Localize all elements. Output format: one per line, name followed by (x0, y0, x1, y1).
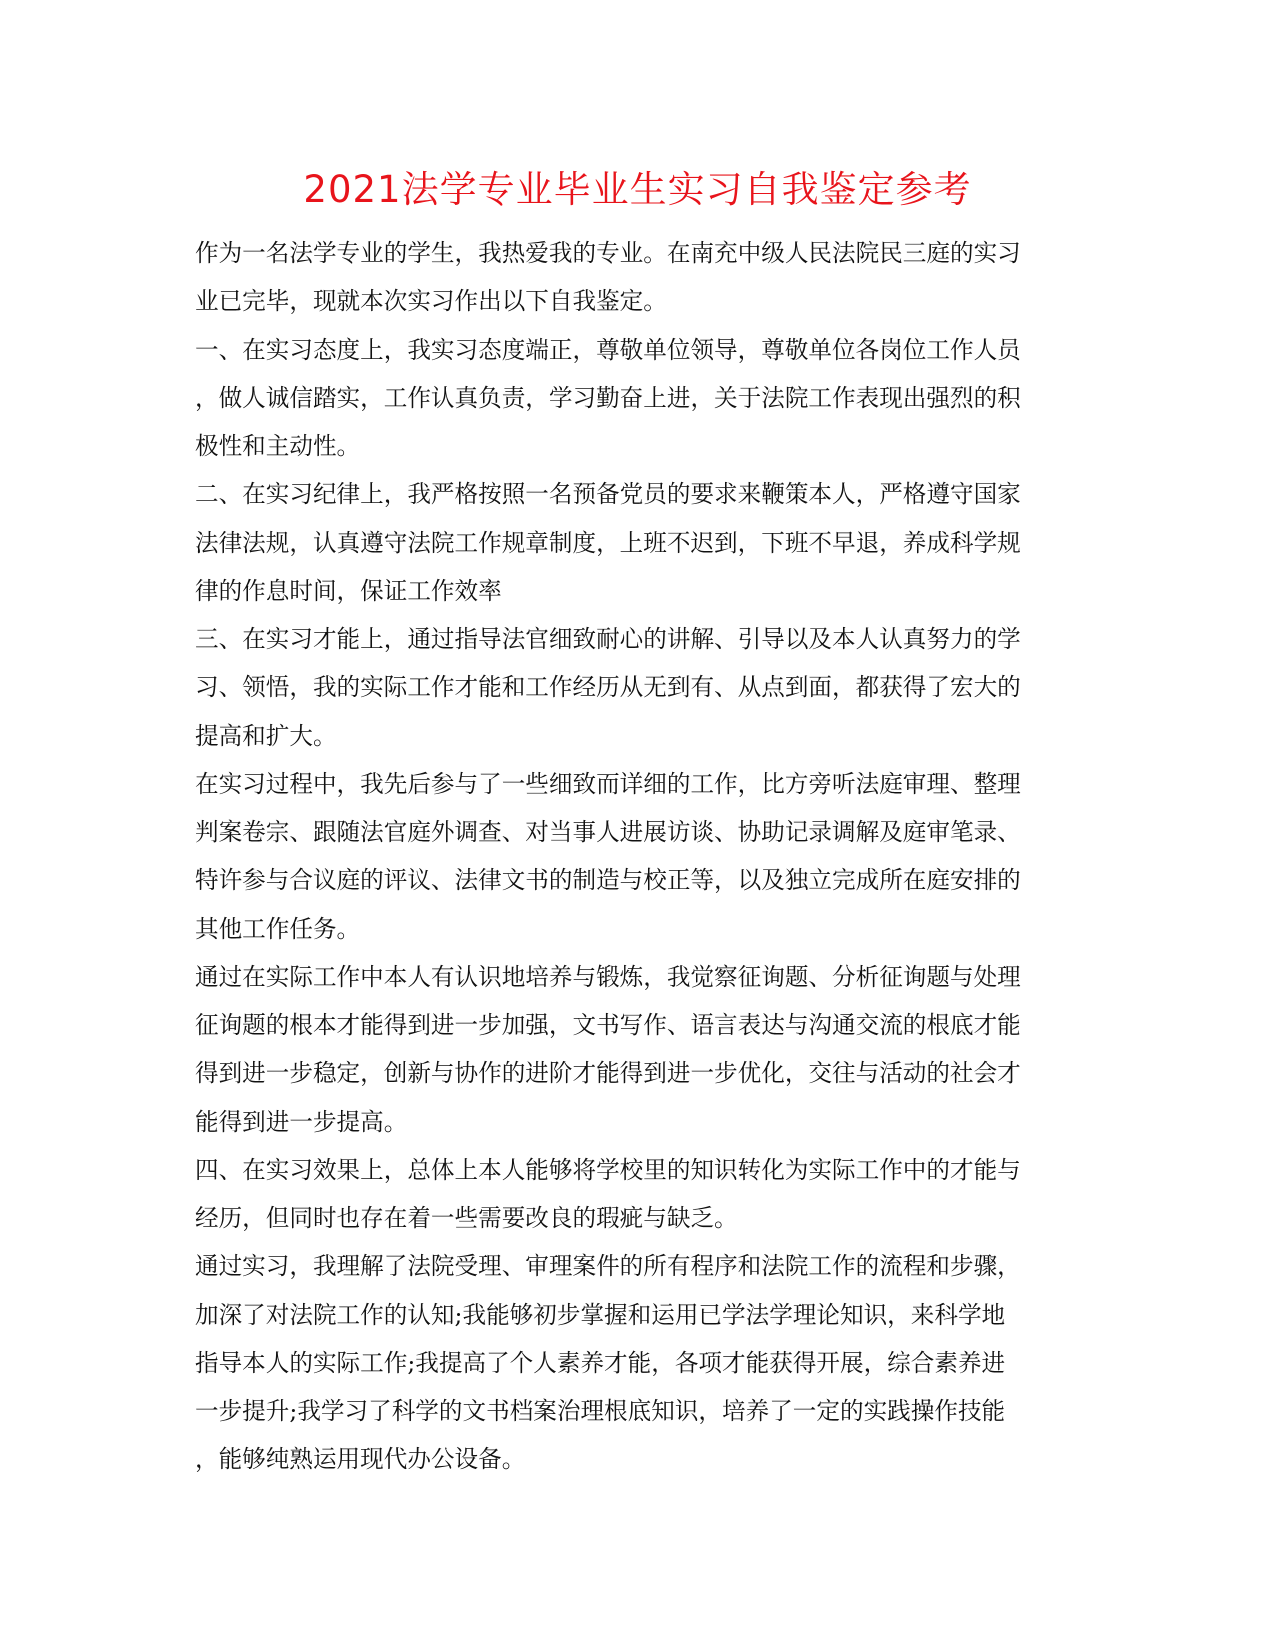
body-line: 一、在实习态度上，我实习态度端正，尊敬单位领导，尊敬单位各岗位工作人员 (195, 335, 1021, 364)
body-line: 通过实习，我理解了法院受理、审理案件的所有程序和法院工作的流程和步骤， (195, 1252, 1021, 1281)
body-line: 指导本人的实际工作;我提高了个人素养才能，各项才能获得开展，综合素养进 (195, 1348, 1006, 1377)
body-line: 经历，但同时也存在着一些需要改良的瑕疵与缺乏。 (195, 1204, 738, 1232)
body-line: 判案卷宗、跟随法官庭外调查、对当事人进展访谈、协助记录调解及庭审笔录、 (195, 818, 1021, 846)
document-title: 2021法学专业毕业生实习自我鉴定参考 (303, 168, 972, 211)
body-line: ，能够纯熟运用现代办公设备。 (195, 1445, 526, 1474)
body-line: 习、领悟，我的实际工作才能和工作经历从无到有、从点到面，都获得了宏大的 (195, 673, 1021, 702)
body-line: 二、在实习纪律上，我严格按照一名预备党员的要求来鞭策本人，严格遵守国家 (195, 480, 1021, 509)
body-line: 特许参与合议庭的评议、法律文书的制造与校正等，以及独立完成所在庭安排的 (195, 866, 1021, 895)
body-line: 能得到进一步提高。 (195, 1107, 408, 1136)
body-line: 法律法规，认真遵守法院工作规章制度，上班不迟到，下班不早退，养成科学规 (195, 528, 1021, 557)
body-line: 四、在实习效果上，总体上本人能够将学校里的知识转化为实际工作中的才能与 (195, 1155, 1021, 1184)
body-line: 三、在实习才能上，通过指导法官细致耐心的讲解、引导以及本人认真努力的学 (195, 625, 1021, 653)
body-line: 一步提升;我学习了科学的文书档案治理根底知识，培养了一定的实践操作技能 (195, 1397, 1006, 1425)
body-line: 极性和主动性。 (195, 432, 361, 460)
body-line: 在实习过程中，我先后参与了一些细致而详细的工作，比方旁听法庭审理、整理 (195, 769, 1021, 798)
body-line: 得到进一步稳定，创新与协作的进阶才能得到进一步优化，交往与活动的社会才 (195, 1059, 1021, 1088)
body-line: 通过在实际工作中本人有认识地培养与锻炼，我觉察征询题、分析征询题与处理 (195, 962, 1021, 991)
document-body (195, 229, 1085, 1484)
body-line: 律的作息时间，保证工作效率 (195, 576, 502, 605)
body-line: 加深了对法院工作的认知;我能够初步掌握和运用已学法学理论知识，来科学地 (195, 1300, 1006, 1329)
body-line: 征询题的根本才能得到进一步加强，文书写作、语言表达与沟通交流的根底才能 (195, 1011, 1021, 1039)
body-line: 作为一名法学专业的学生，我热爱我的专业。在南充中级人民法院民三庭的实习 (195, 239, 1021, 267)
body-line: 提高和扩大。 (195, 721, 337, 750)
body-line: 业已完毕，现就本次实习作出以下自我鉴定。 (195, 287, 667, 316)
body-line: ，做人诚信踏实，工作认真负责，学习勤奋上进，关于法院工作表现出强烈的积 (195, 383, 1021, 412)
body-line: 其他工作任务。 (195, 914, 361, 943)
